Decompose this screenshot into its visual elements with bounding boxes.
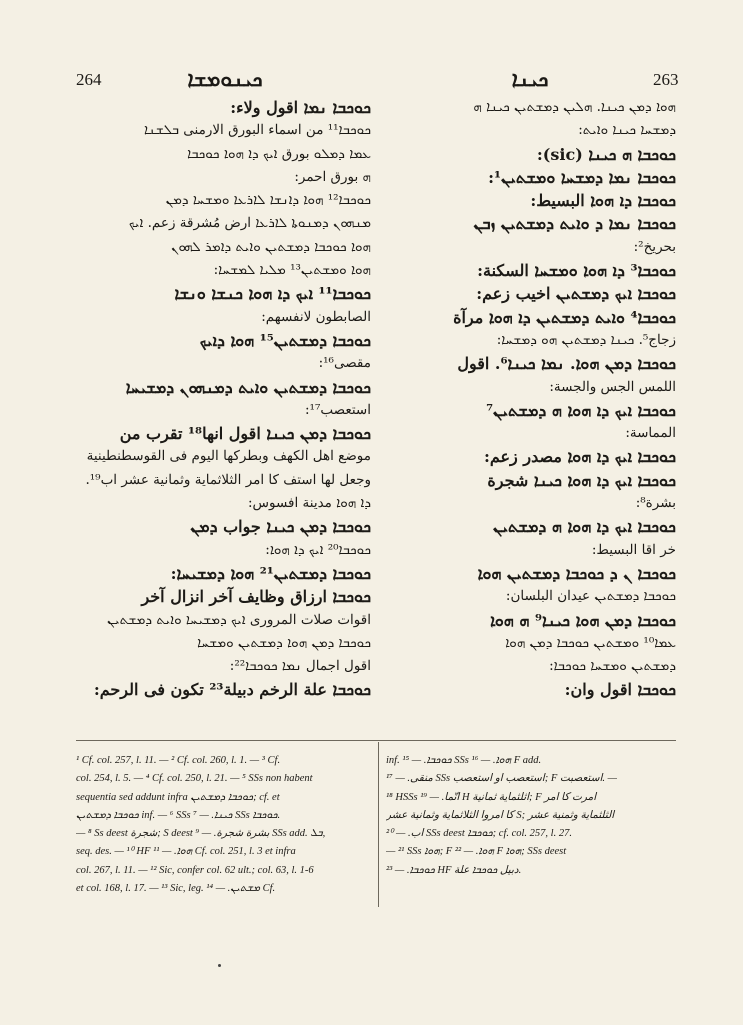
entry-line: ܟܘܟܒܐ ܐܝܟ ܕܡܫܬܝܢ اخيب زعم:: [476, 284, 676, 304]
entry-line: ܟܘܟܒܐ ܢܡܐ ܕ ܘܐܝܬ ܕܡܫܬܝܢ ܙܒܢ: [473, 214, 676, 234]
entry-line: ܟܘܟܒܐ ܢܡܐ ܕܡܫܚܐ ܘܡܫܬܝܢ¹:: [488, 167, 676, 187]
entry-line: المماسة:: [625, 425, 676, 442]
entry-line: ܟܘܟܒܐ ܐܝܟ ܕܐ ܗܘܐ ܟܝܢܐ شجرة: [487, 470, 676, 490]
entry-line: ܟܘܟܒܐ ܕܡܢ ܗܘܐ. ܢܡܐ ܟܝܢܐ⁶. اقول: [457, 354, 676, 374]
entry-line: استعصب¹⁷:: [304, 401, 371, 418]
entry-line: ܟܘܟܒܐ ܕܡܢ ܗܘܐ ܕܡܫܬܝܢ ܘܡܫܚܐ: [197, 634, 371, 651]
entry-line: ܟܘܟܒܐ اقول وان:: [564, 680, 676, 700]
entry-line: بحريخ²:: [633, 238, 676, 255]
left-running-title: ܟܝܢܘܡܫܐ: [187, 66, 263, 91]
entry-line: ܟܘܟܒܐ ارزاق وظايف آخر انزال آخر: [141, 587, 371, 607]
entry-line: ܕܡܫܚܐ ܟܝܢܐ ܘܐܝܬ:: [578, 122, 676, 139]
footnote-line: inf. ܟܘܟܒܐ. — ¹⁵ SSs ܗܘܐ. — ¹⁶ F add.: [386, 755, 542, 766]
entry-line: الصابطون لانفسهم:: [261, 308, 371, 325]
entry-line: ܟܘܟܒܐ⁴ ܘܐܝܬ ܕܡܫܬܝܢ ܕܐ ܗܘܐ مرآة: [453, 307, 676, 327]
entry-line: ܟܘܟܒܐ¹¹ من اسماء البورق الارمنى ܒܠܫܢܐ: [143, 122, 371, 139]
entry-line: ܟܘܟܒܐ ܕܡܢ ܗܘܐ ܟܝܢܐ⁹ ܗ ܗܘܐ: [490, 610, 676, 630]
right-page-number: 263: [653, 70, 679, 89]
entry-line: ܟܘܟܒܐ ܢܡܐ اقول ولاء:: [230, 98, 371, 117]
left-column: [76, 96, 371, 702]
footnote-line: col. 267, l. 11. — ¹² Sic, confer col. 62 ult.; col. 63, l. 1-6: [76, 864, 314, 876]
footnote-line: sequentia sed addunt infra ܟܘܟܒܐ ܕܡܫܬܝܢ; cf. et: [76, 791, 280, 803]
entry-line: زجاج⁵. ܟܝܢܐ ܕܡܫܬܝܢ ܗܘ ܕܡܫܚܐ:: [496, 331, 676, 348]
entry-line: اقول اجمال ܢܡܐ ܟܘܟܒܐ²²:: [229, 658, 371, 675]
footnotes-left: [76, 752, 370, 898]
right-running-title: ܟܝܢܐ: [511, 66, 549, 91]
entry-line: خر اقا البسيط:: [591, 541, 676, 558]
footnotes-right: [386, 752, 676, 880]
footnote-line: ¹⁸ HSSs انّما. — ¹⁹ H اثلثماية ثمانية; F امرت كا امر: [386, 791, 597, 803]
right-column: [384, 96, 676, 702]
footnote-line: seq. des. — ¹⁰ HF ܗܘܐ. — ¹¹ Cf. col. 251, l. 3 et infra: [76, 846, 296, 858]
footnote-line: col. 254, l. 5. — ⁴ Cf. col. 250, l. 21. — ⁵ SSs non habent: [76, 773, 313, 785]
entry-line: ܗܘܐ ܕܡܢ ܟܝܢܐ. ܗܠܝܢ ܕܡܫܬܝܢ ܟܝܢܐ ܗ: [473, 99, 676, 115]
entry-line: ܗܘܐ ܟܘܟܒܐ ܕܡܫܬܝܢ ܘܐܝܬ ܕܐܡܪ ܠܗܘܢ: [171, 238, 371, 255]
entry-line: وجعل لها استف كا امر الثلاثماية وثمانية عشر اب¹⁹.: [85, 471, 371, 488]
entry-line: ܟܘܟܒܐ¹² ܗܘܐ ܕܐܢܫܐ ܠܐܪܥܐ ܘܡܫܚܐ ܕܡܢ: [165, 192, 371, 209]
entry-line: ܕܐ ܗܘܐ مدينة افسوس:: [247, 495, 371, 512]
entry-line: ܗܘܐ ܘܡܫܬܝܢ¹³ ܡܠܝܐ ܠܡܫܚܐ:: [213, 262, 371, 279]
footnote-line: et col. 168, l. 17. — ¹³ Sic, leg. ܡܫܬܝܢ. — ¹⁴ Cf.: [76, 883, 276, 895]
entry-line: ܟܘܟܒܐ³ ܕܐ ܗܘܐ ܘܡܫܚܐ السكنة:: [477, 261, 676, 281]
entry-line: ܟܘܟܒܐ ܕܡܫܬܝܢ¹⁵ ܗܘܐ ܕܐܝܟ: [199, 330, 371, 350]
entry-line: مقصى¹⁶:: [318, 355, 371, 372]
entry-line: ܟܘܟܒܐ¹¹ ܐܝܟ ܕܐ ܗܘܐ ܟܢܫܐ ܘܢܫܐ: [174, 284, 371, 304]
entry-line: ܟܘܟܒܐ ܐܝܟ ܕܐ ܗܘܐ مصدر زعم:: [483, 447, 676, 467]
entry-line: ܟܘܟܒܐ ܐܝܟ ܕܐ ܗܘܐ ܗ ܕܡܫܬܝܢ: [493, 517, 676, 537]
entry-line: موضع اهل الكهف وبطركها اليوم فى القوسطنطينية: [86, 448, 371, 465]
entry-line: ܟܘܟܒܐ ܕܡܢ ܟܝܢܐ اقول انها¹⁸ تقرب من: [119, 424, 371, 444]
entry-line: ܟܘܟܒܐ ܕܡܢ ܟܝܢܐ جواب ܕܡܢ: [190, 517, 371, 537]
page-mark-dot: [218, 964, 221, 967]
entry-line: ܕܡܫܬܝܢ ܘܡܫܚܐ ܟܘܟܒܐ:: [549, 658, 676, 675]
entry-line: ܟܘܟܒܐ ܕܡܫܬܝܢ عيدان البلسان:: [505, 588, 676, 605]
footnote-line: — ²¹ SSs ܗܘܐ; F ܗܘܐ. — ²² F ܗܘܐ; SSs deest: [386, 846, 567, 858]
footnote-line: ¹ Cf. col. 257, l. 11. — ² Cf. col. 260, l. 1. — ³ Cf.: [76, 755, 281, 766]
footnote-line: ܟܘܟܒܐ ܕܡܫܬܝܢ inf. — ⁶ SSs ܟܝܢܐ. — ⁷ SSs ܟܘܟܒܐ.: [76, 809, 281, 821]
footnote-rule: [76, 740, 676, 741]
entry-line: اقوات صلات المرورى ܐܝܟ ܕܡܫܝܚܐ ܘܐܝܬ ܕܡܫܬܝܢ: [107, 611, 371, 628]
entry-line: اللمس الجس والجسة:: [549, 378, 676, 395]
entry-line: ܡܢܗܘܢ ܕܡܢܘܬܐ ܠܐܪܥܐ ارض مُشرقة زعم. ܐܝܟ: [128, 215, 371, 232]
entry-line: ܟܘܟܒܐ ܢ ܕ ܟܘܟܒܐ ܕܡܫܬܝܢ ܗܘܐ: [477, 563, 676, 583]
entry-line: ܥܡܐ¹⁰ ܘܡܫܬܝܢ ܟܘܟܒܐ ܕܡܢ ܗܘܐ: [505, 634, 676, 651]
footnote-column-divider: [378, 742, 379, 907]
entry-line: ܗ بورق احمر:: [294, 168, 371, 185]
left-page-number: 264: [76, 70, 102, 89]
footnote-line: اب. — ²⁰ SSs deest ܟܘܟܒܐ; cf. col. 257, l. 27.: [386, 828, 572, 840]
entry-line: ܟܘܟܒܐ²⁰ ܐܝܟ ܕܐ ܗܘܐ:: [265, 541, 371, 558]
entry-line: ܟܘܟܒܐ ܕܡܫܬܝܢ²¹ ܗܘܐ ܕܡܫܝܚܐ:: [170, 563, 371, 583]
entry-line: بشرة⁸:: [635, 495, 676, 512]
footnote-line: — ⁸ Ss deest شجرة; S deest بشرة شجرة. — ⁹ SSs add. ܒܠ,: [76, 828, 326, 840]
entry-line: ܟܘܟܒܐ ܕܐ ܗܘܐ البسيط:: [530, 191, 676, 211]
entry-line: ܟܘܟܒܐ علة الرخم دبيلة²³ تكون فى الرحم:: [93, 680, 371, 700]
footnote-line: ܟܘܟܒܐ. — ²³ HF دبيل ܟܘܟܒܐ علة.: [386, 864, 522, 876]
entry-line: ܟܘܟܒܐ ܗ ܟܝܢܐ (sic):: [536, 144, 676, 164]
footnote-line: منقى. — ¹⁷ SSs استعصب او استعصب; F استعصبت. —: [386, 773, 618, 785]
entry-line: ܥܡܐ ܕܡܠܘ بورق ܐܝܟ ܕܐ ܗܘܐ ܟܘܟܒܐ: [187, 145, 371, 162]
entry-line: ܟܘܟܒܐ ܐܝܟ ܕܐ ܗܘܐ ܗ ܕܡܫܬܝܢ⁷: [486, 400, 676, 420]
entry-line: ܟܘܟܒܐ ܕܡܫܬܝܢ ܘܐܝܬ ܕܡܢܗܘܢ ܕܡܫܝܚܐ: [125, 377, 371, 397]
footnote-line: كا امروا الثلاثماية وثمانية عشر S; الثلثماية وثمنية عشر: [386, 809, 615, 821]
